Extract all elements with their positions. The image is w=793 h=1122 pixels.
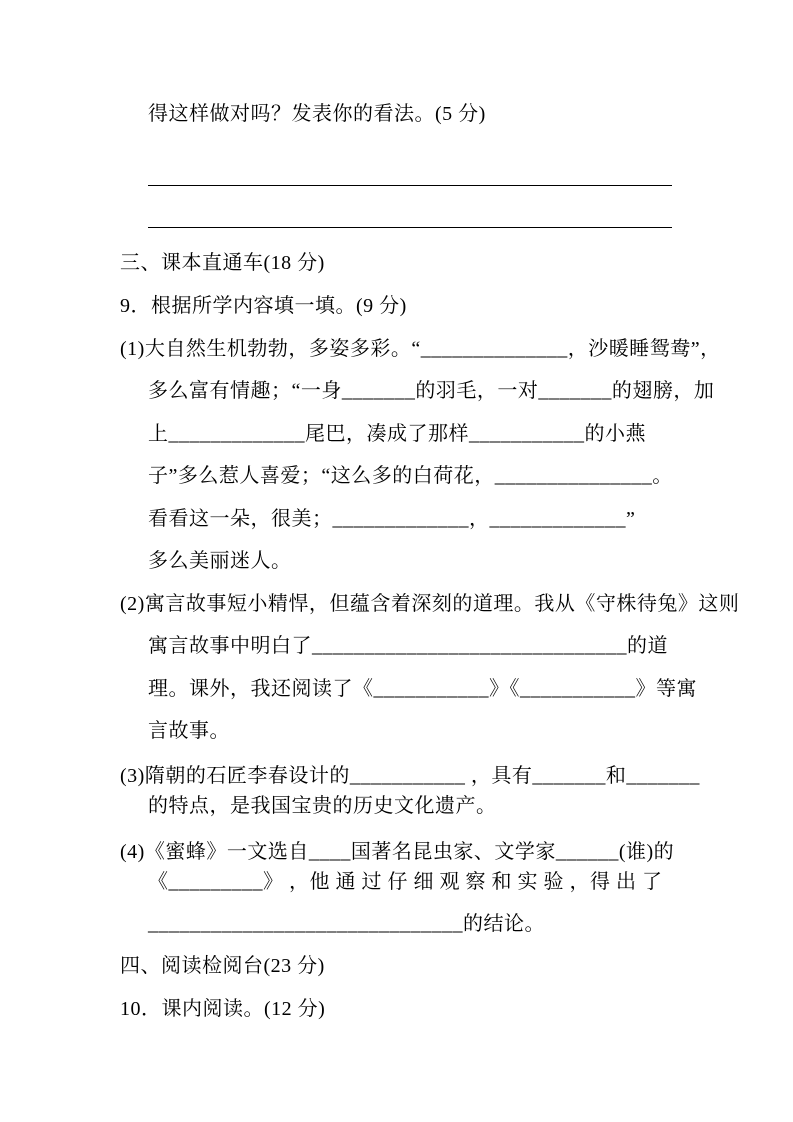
q9-item1-line-6: 多么美丽迷人。 [148, 550, 292, 572]
q9-item2-line-4: 言故事。 [148, 720, 230, 742]
q9-item2-line-2: 寓言故事中明白了______________________________的道 [148, 635, 668, 657]
q9-item4-line-3: ______________________________的结论。 [148, 913, 545, 935]
q9-item1-line-2: 多么富有情趣；“一身_______的羽毛，一对_______的翅膀，加 [148, 380, 715, 402]
q9-item1-line-3: 上_____________尾巴，凑成了那样___________的小燕 [148, 423, 646, 445]
section4-heading: 四、阅读检阅台(23 分) [120, 955, 325, 977]
q10-stem: 10．课内阅读。(12 分) [120, 998, 326, 1020]
q9-item3-line-2: 的特点，是我国宝贵的历史文化遗产。 [148, 795, 497, 817]
q9-item4-line-1: (4)《蜜蜂》一文选自____国著名昆虫家、文学家______(谁)的 [120, 841, 675, 863]
q8-prompt-tail: 得这样做对吗？发表你的看法。(5 分) [148, 103, 486, 125]
q9-item4-line-2: 《_________》 ，他 通 过 仔 细 观 察 和 实 验 ，得 出 了 [148, 871, 663, 893]
answer-rule-line-2 [148, 227, 672, 228]
answer-rule-line-1 [148, 185, 672, 186]
q9-item3-line-1: (3)隋朝的石匠李春设计的___________ ，具有_______和_______ [120, 765, 700, 787]
q9-item1-line-4: 子”多么惹人喜爱；“这么多的白荷花，_______________。 [148, 465, 673, 487]
q9-item1-line-5: 看看这一朵，很美；_____________，_____________” [148, 508, 636, 530]
q9-stem: 9．根据所学内容填一填。(9 分) [120, 295, 407, 317]
q9-item1-line-1: (1)大自然生机勃勃，多姿多彩。“______________，沙暖睡鸳鸯”， [120, 338, 721, 360]
q9-item2-line-3: 理。课外，我还阅读了《___________》《___________》等寓 [148, 678, 697, 700]
q9-item2-line-1: (2)寓言故事短小精悍，但蕴含着深刻的道理。我从《守株待兔》这则 [120, 593, 740, 615]
section3-heading: 三、课本直通车(18 分) [120, 252, 325, 274]
